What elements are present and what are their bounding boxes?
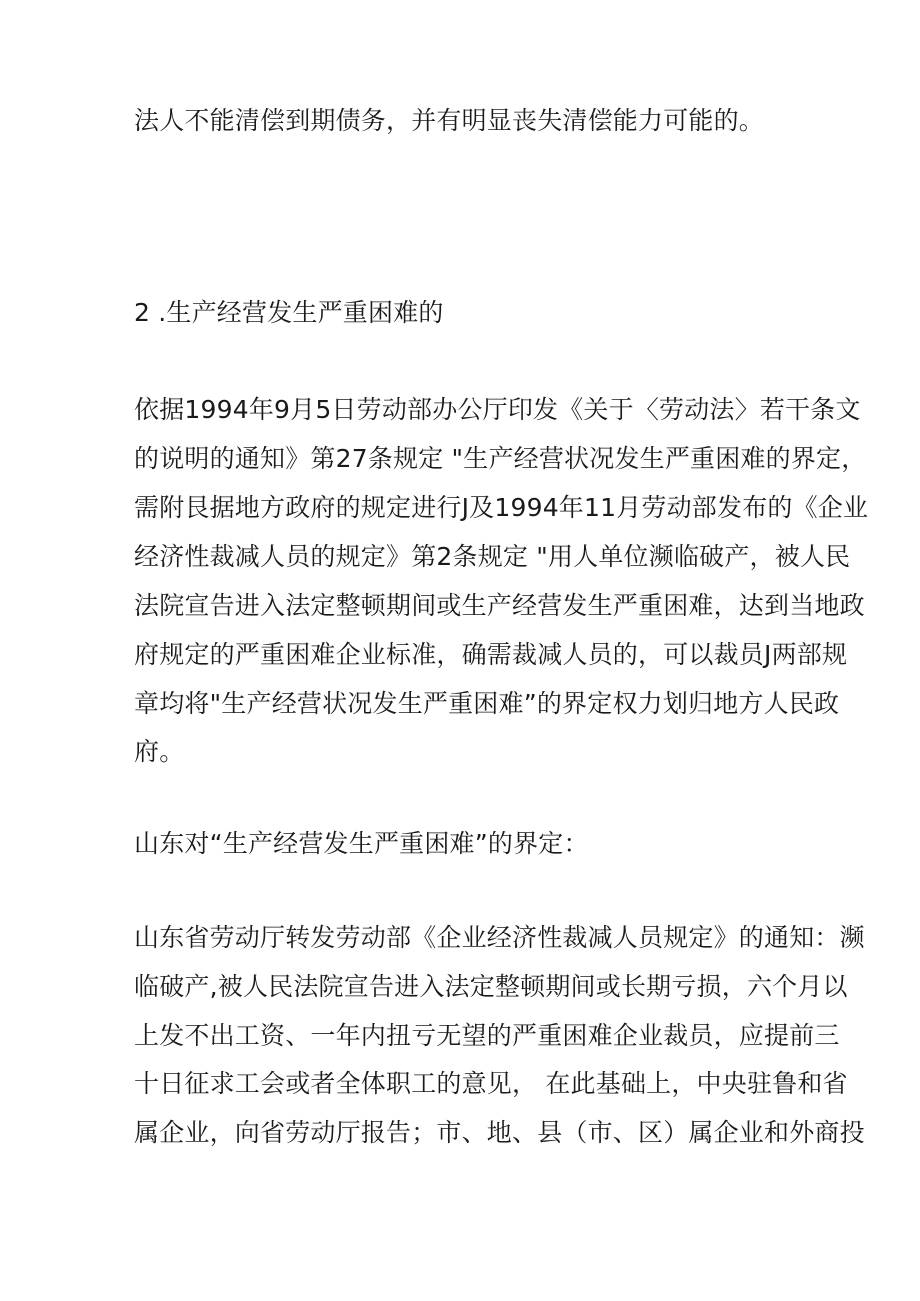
text-line: 经济性裁减人员的规定》第2条规定 "用人单位濒临破产，被人民: [134, 542, 851, 571]
text-line: 的说明的通知》第27条规定 "生产经营状况发生严重困难的界定，: [134, 444, 867, 473]
subheading: 山东对“生产经营发生严重困难”的界定：: [134, 829, 589, 858]
text-line: 章均将"生产经营状况发生严重困难”的界定权力划归地方人民政: [134, 689, 840, 718]
text-line: 法院宣告进入法定整顿期间或生产经营发生严重困难，达到当地政: [134, 591, 865, 620]
text-line: 府。: [134, 737, 185, 766]
text-line: 法人不能清偿到期债务，并有明显丧失清偿能力可能的。: [134, 106, 765, 135]
text-line: 临破产,被人民法院宣告进入法定整顿期间或长期亏损，六个月以: [134, 972, 848, 1001]
text-line: 上发不出工资、一年内扭亏无望的严重困难企业裁员，应提前三: [134, 1021, 840, 1050]
text-line: 依据1994年9月5日劳动部办公厅印发《关于〈劳动法〉若干条文: [134, 395, 861, 424]
section-heading: 2 .生产经营发生严重困难的: [134, 298, 444, 327]
text-line: 属企业，向省劳动厅报告；市、地、县（市、区）属企业和外商投: [134, 1118, 865, 1147]
text-line: 府规定的严重困难企业标准，确需裁减人员的，可以裁员J两部规: [134, 640, 848, 669]
text-line: 十日征求工会或者全体职工的意见， 在此基础上，中央驻鲁和省: [134, 1069, 848, 1098]
text-line: 山东省劳动厅转发劳动部《企业经济性裁减人员规定》的通知：濒: [134, 923, 865, 952]
text-line: 需附艮据地方政府的规定进行J及1994年11月劳动部发布的《企业: [134, 493, 869, 522]
